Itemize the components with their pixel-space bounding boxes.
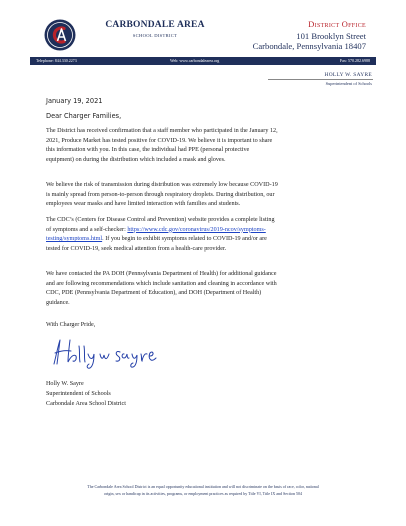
paragraph-line: guidance.	[46, 299, 70, 306]
superintendent-name: HOLLY W. SAYRE	[324, 72, 372, 78]
phone-number: Telephone: 844.330.2273	[36, 58, 77, 63]
website[interactable]: Web: www.carbondalearea.org	[170, 58, 220, 63]
contact-bar	[30, 57, 376, 65]
paragraph-line: The District has received confirmation that a staff member who participated in the January 12,	[46, 128, 278, 134]
signer-district: Carbondale Area School District	[46, 401, 126, 407]
salutation: Dear Charger Families,	[46, 112, 122, 120]
footer-line: The Carbondale Area School District is an equal opportunity educational institution and will not discriminate on the basis of race, color, national	[87, 484, 319, 489]
paragraph-line: We have contacted the PA DOH (Pennsylvania Department of Health) for additional guidance	[46, 271, 277, 277]
paragraph-line: CDC, PDE (Pennsylvania Department of Education), and DOH (Department of Health)	[46, 290, 262, 297]
paragraph-2	[46, 181, 366, 210]
superintendent-title: Superintendent of Schools	[325, 81, 372, 86]
office-street: 101 Brooklyn Street	[296, 31, 366, 41]
paragraph-line	[46, 226, 366, 236]
paragraph-line	[46, 235, 366, 245]
handwritten-signature	[46, 334, 166, 370]
office-label: District Office	[308, 20, 366, 29]
paragraph-text: . If you begin to exhibit symptoms related to COVID-19 and/or are	[102, 236, 267, 243]
district-logo	[44, 19, 76, 51]
paragraph-1	[46, 127, 366, 165]
divider	[268, 79, 373, 80]
letter-date: January 19, 2021	[46, 97, 103, 105]
org-subtitle: SCHOOL DISTRICT	[132, 33, 178, 38]
fax-number: Fax: 570.282.6988	[339, 58, 370, 63]
paragraph-line: and are following recommendations which include sanitation and cleaning in accordance with	[46, 280, 277, 287]
paragraph-text: of symptoms and a self-checker:	[46, 226, 128, 233]
paragraph-line: tested for COVID-19, seek medical attention from a health-care provider.	[46, 245, 227, 252]
signer-name: Holly W. Sayre	[46, 381, 84, 387]
paragraph-4	[46, 270, 366, 308]
footer-notice	[36, 484, 370, 497]
closing: With Charger Pride,	[46, 322, 96, 328]
office-city: Carbondale, Pennsylvania 18407	[252, 41, 366, 51]
signer-title: Superintendent of Schools	[46, 391, 111, 397]
paragraph-line: 2021, Produce Market has tested positive for COVID-19. We believe it is important to share	[46, 137, 273, 144]
paragraph-3	[46, 216, 366, 254]
paragraph-line: this information with you. In this case, the individual had PPE (personal protective	[46, 147, 250, 154]
footer-line: origin, sex or handicap in its activities, programs, or employment practices as required by Title VI, Title IX and Section 504	[103, 490, 303, 496]
cdc-link-continued[interactable]: testing/symptoms.html	[46, 236, 103, 243]
paragraph-line: equipment) on during the distribution which included a mask and gloves.	[46, 156, 226, 163]
org-name: CARBONDALE AREA	[105, 20, 205, 30]
paragraph-line: We believe the risk of transmission during distribution was extremely low because COVID-19	[46, 182, 278, 188]
cdc-link[interactable]: https://www.cdc.gov/coronavirus/2019-ncov/symptoms-	[127, 226, 266, 233]
paragraph-line: is mainly spread from person-to-person through respiratory droplets. During distribution, our	[46, 191, 275, 198]
paragraph-line: employees wear masks and have limited interaction with families and students.	[46, 201, 241, 208]
paragraph-line: The CDC’s (Centers for Disease Control and Prevention) website provides a complete listing	[46, 217, 275, 223]
